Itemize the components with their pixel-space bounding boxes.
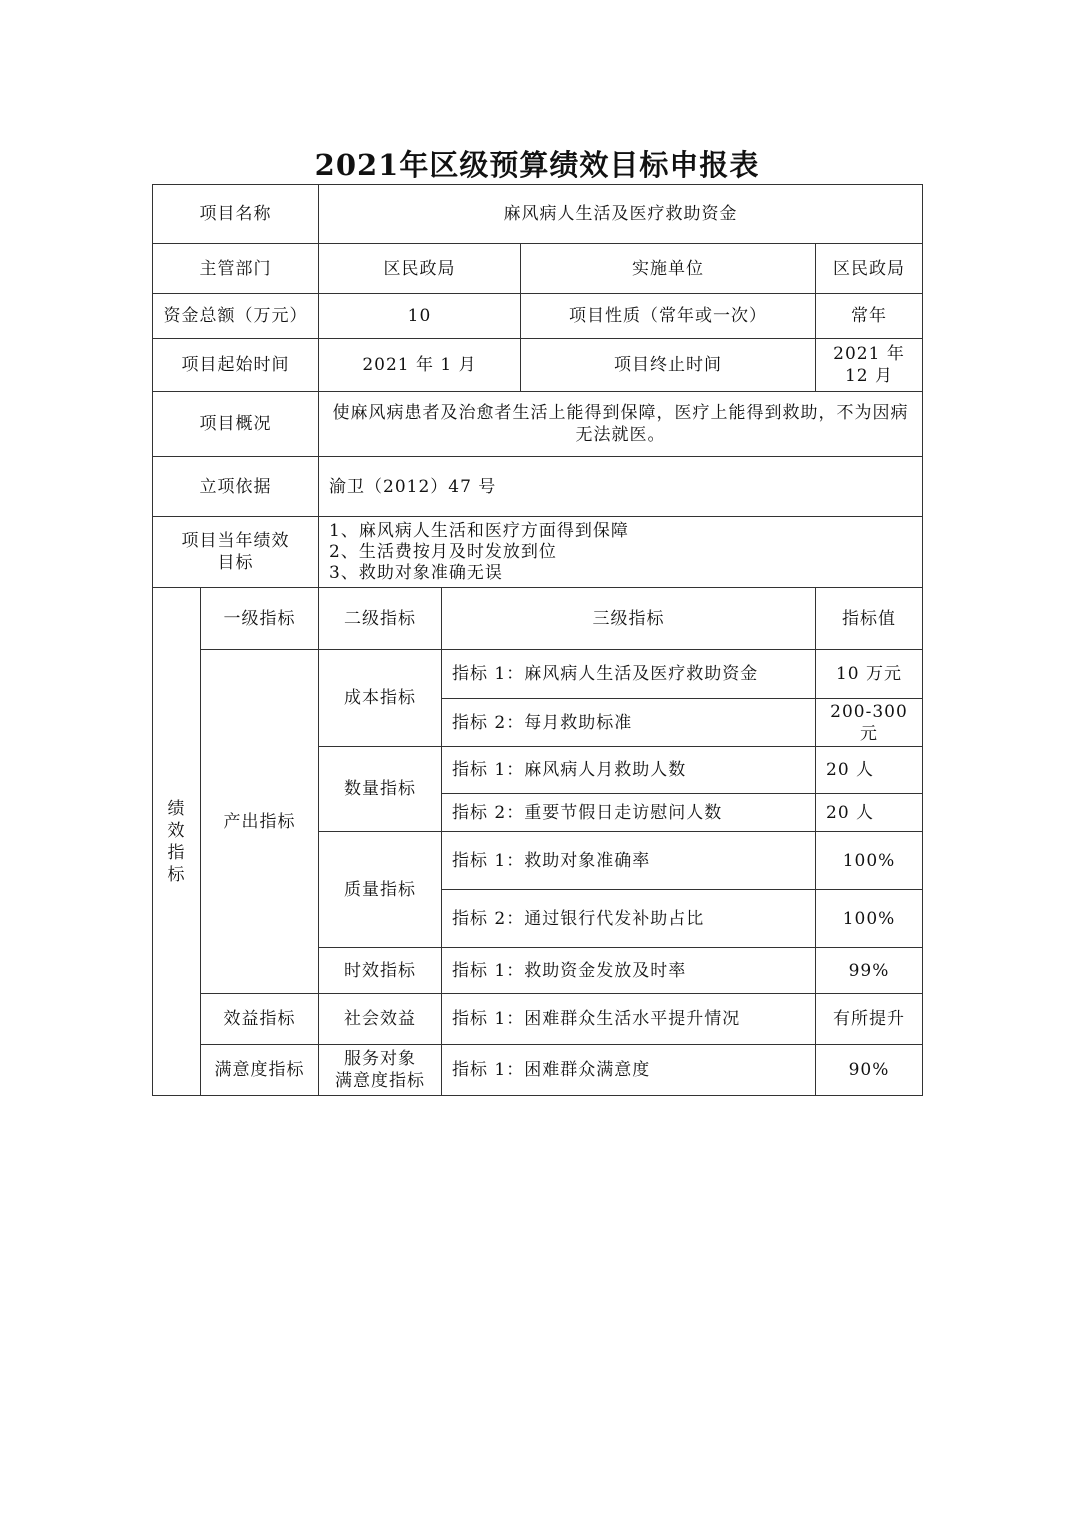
- indicator-value: 90%: [816, 1045, 923, 1096]
- implementer-label: 实施单位: [521, 244, 816, 294]
- project-name-label: 项目名称: [153, 185, 319, 244]
- indicator-name: 指标 1：救助资金发放及时率: [442, 948, 816, 994]
- indicator-name: 指标 1：麻风病人月救助人数: [442, 747, 816, 794]
- overview-row: [153, 392, 923, 457]
- project-name-row: [153, 185, 923, 244]
- indicator-value: 10 万元: [816, 650, 923, 699]
- goal-label: 项目当年绩效目标: [153, 517, 319, 588]
- indicator-value: 99%: [816, 948, 923, 994]
- indicator-value: 200-300 元: [816, 699, 923, 747]
- budget-performance-table: [152, 184, 923, 1096]
- level2-quality: 质量指标: [319, 832, 442, 948]
- goal-list: [319, 517, 923, 588]
- satisfaction-line: 服务对象: [344, 1049, 416, 1069]
- level2-satisfaction: [319, 1045, 442, 1096]
- header-level2: 二级指标: [319, 588, 442, 650]
- end-time-value: 2021 年 12 月: [816, 339, 923, 392]
- nature-value: 常年: [816, 294, 923, 339]
- time-row: [153, 339, 923, 392]
- start-time-label: 项目起始时间: [153, 339, 319, 392]
- header-level3: 三级指标: [442, 588, 816, 650]
- section-char: 指: [167, 842, 186, 863]
- goal-row: [153, 517, 923, 588]
- page-title: 2021年区级预算绩效目标申报表: [314, 148, 760, 182]
- section-char: 效: [167, 820, 186, 841]
- goal-item: 1、麻风病人生活和医疗方面得到保障: [329, 520, 629, 541]
- indicator-name: 指标 1：困难群众生活水平提升情况: [442, 994, 816, 1045]
- nature-label: 项目性质（常年或一次）: [521, 294, 816, 339]
- indicator-value: 20 人: [816, 747, 923, 794]
- satisfaction-line: 满意度指标: [335, 1071, 425, 1091]
- fund-label: 资金总额（万元）: [153, 294, 319, 339]
- indicator-header-row: [153, 588, 923, 650]
- overview-label: 项目概况: [153, 392, 319, 457]
- indicator-row: [153, 994, 923, 1045]
- indicator-name: 指标 2：重要节假日走访慰问人数: [442, 794, 816, 832]
- section-char: 标: [167, 864, 186, 885]
- end-time-label: 项目终止时间: [521, 339, 816, 392]
- level2-quantity: 数量指标: [319, 747, 442, 832]
- level2-cost: 成本指标: [319, 650, 442, 747]
- indicator-row: [153, 650, 923, 699]
- implementer-value: 区民政局: [816, 244, 923, 294]
- start-time-value: 2021 年 1 月: [319, 339, 521, 392]
- department-row: [153, 244, 923, 294]
- level1-output: 产出指标: [201, 650, 319, 994]
- goal-item: 2、生活费按月及时发放到位: [329, 541, 557, 562]
- section-char: 绩: [167, 798, 186, 819]
- department-label: 主管部门: [153, 244, 319, 294]
- indicator-value: 20 人: [816, 794, 923, 832]
- level1-benefit: 效益指标: [201, 994, 319, 1045]
- indicator-name: 指标 1：困难群众满意度: [442, 1045, 816, 1096]
- header-value: 指标值: [816, 588, 923, 650]
- basis-row: [153, 457, 923, 517]
- level2-social: 社会效益: [319, 994, 442, 1045]
- level1-satisfaction: 满意度指标: [201, 1045, 319, 1096]
- indicator-name: 指标 2：每月救助标准: [442, 699, 816, 747]
- indicator-row: [153, 1045, 923, 1096]
- basis-label: 立项依据: [153, 457, 319, 517]
- indicator-name: 指标 1：救助对象准确率: [442, 832, 816, 890]
- header-level1: 一级指标: [201, 588, 319, 650]
- performance-indicator-section: [153, 588, 201, 1096]
- indicator-name: 指标 1：麻风病人生活及医疗救助资金: [442, 650, 816, 699]
- department-value: 区民政局: [319, 244, 521, 294]
- fund-row: [153, 294, 923, 339]
- goal-item: 3、救助对象准确无误: [329, 562, 503, 583]
- indicator-value: 100%: [816, 832, 923, 890]
- overview-value: 使麻风病患者及治愈者生活上能得到保障，医疗上能得到救助，不为因病无法就医。: [319, 392, 923, 457]
- indicator-value: 100%: [816, 890, 923, 948]
- fund-value: 10: [319, 294, 521, 339]
- project-name-value: 麻风病人生活及医疗救助资金: [319, 185, 923, 244]
- basis-value: 渝卫（2012）47 号: [319, 457, 923, 517]
- level2-timeliness: 时效指标: [319, 948, 442, 994]
- indicator-value: 有所提升: [816, 994, 923, 1045]
- indicator-name: 指标 2：通过银行代发补助占比: [442, 890, 816, 948]
